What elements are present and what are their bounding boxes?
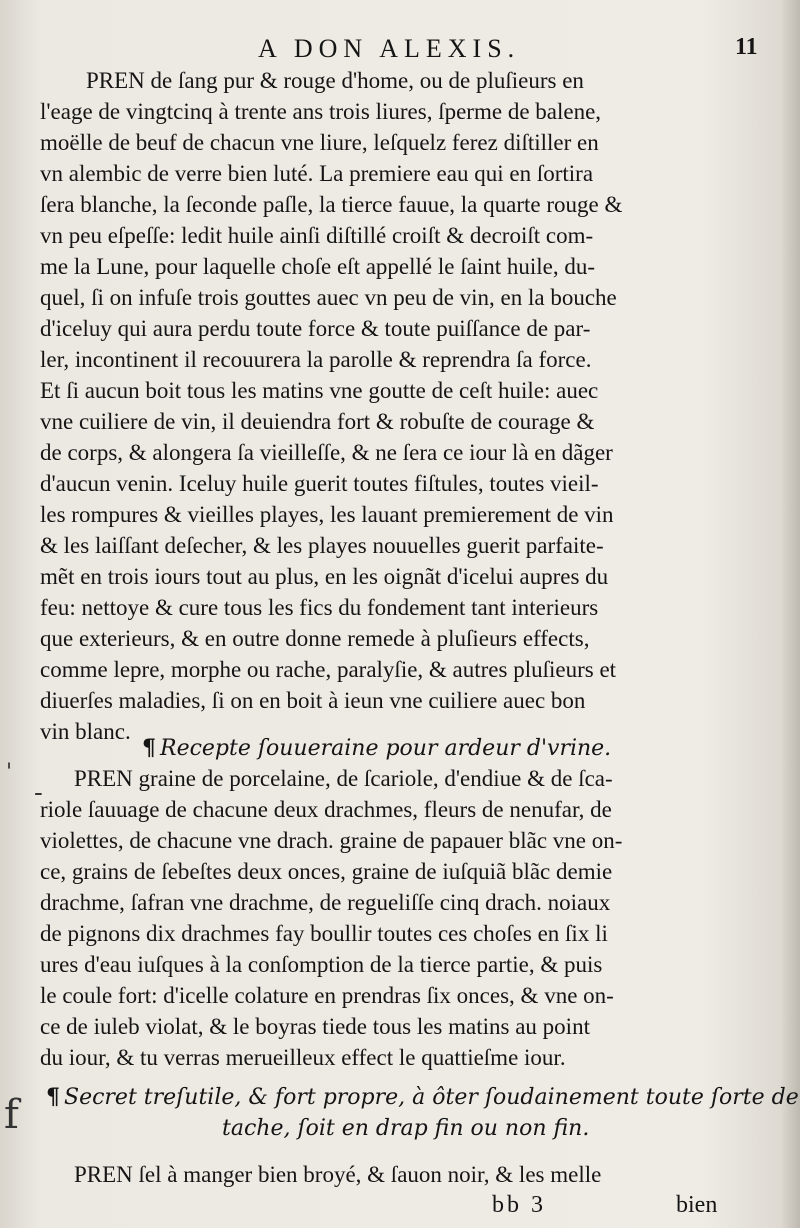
text-line: & les laiſſant deſecher, & les playes nouuelles guerit parfaite-: [40, 533, 604, 558]
text-line: d'iceluy qui aura perdu toute force & toute puiſſance de par-: [40, 316, 591, 341]
margin-mark-middle: -: [34, 778, 43, 808]
margin-mark-lower: f: [4, 1092, 19, 1138]
text-line: du iour, & tu verras merueilleux effect le quattieſme iour.: [40, 1045, 566, 1070]
text-line: feu: nettoye & cure tous les fics du fondement tant interieurs: [40, 595, 599, 620]
text-line: d'aucun venin. Iceluy huile guerit toutes fiſtules, toutes vieil-: [40, 471, 599, 496]
secret-heading-line-2: tache, ſoit en drap fin ou non fin.: [222, 1116, 590, 1141]
recipe-heading: [142, 733, 611, 764]
secret-heading-line-1: [46, 1082, 799, 1113]
page-header: [0, 30, 800, 66]
text-line: ce de iuleb violat, & le boyras tiede tous les matins au point: [40, 1014, 590, 1039]
text-line: violettes, de chacune vne drach. graine de papauer blãc vne on-: [40, 828, 623, 853]
page-footer: [0, 1192, 800, 1226]
text-line: moëlle de beuf de chacun vne liure, leſquelz ferez diſtiller en: [40, 130, 599, 155]
page-number: 11: [735, 34, 758, 60]
pilcrow-icon: ¶: [142, 735, 156, 761]
margin-mark-upper: ': [6, 760, 13, 785]
text-line: PREN graine de porcelaine, de ſcariole, d'endiue & de ſca-: [74, 766, 613, 791]
text-line: quel, ſi on infuſe trois gouttes auec vn peu de vin, en la bouche: [40, 285, 617, 310]
text-line: vn alembic de verre bien luté. La premiere eau qui en ſortira: [40, 161, 594, 186]
text-line: ce, grains de ſebeſtes deux onces, graine de iuſquiã blãc demie: [40, 859, 613, 884]
secret-heading-text: Secret treſutile, & fort propre, à ôter ſoudainement toute ſorte de: [64, 1085, 799, 1110]
signature-mark: bb 3: [492, 1192, 546, 1218]
running-title: A DON ALEXIS.: [258, 34, 521, 63]
catchword: bien: [676, 1192, 718, 1218]
text-line: vn peu eſpeſſe: ledit huile ainſi diſtillé croiſt & decroiſt com-: [40, 223, 594, 248]
text-line: me la Lune, pour laquelle choſe eſt appellé le ſaint huile, du-: [40, 254, 595, 279]
text-line: le coule fort: d'icelle colature en prendras ſix onces, & vne on-: [40, 983, 614, 1008]
text-line: PREN de ſang pur & rouge d'home, ou de pluſieurs en: [86, 68, 584, 93]
text-line: diuerſes maladies, ſi on en boit à ieun vne cuiliere auec bon: [40, 688, 586, 713]
recipe-heading-text: Recepte ſouueraine pour ardeur d'vrine.: [160, 736, 612, 761]
pilcrow-icon: ¶: [46, 1084, 60, 1110]
text-line: les rompures & vieilles playes, les lauant premierement de vin: [40, 502, 614, 527]
text-line: que exterieurs, & en outre donne remede à pluſieurs effects,: [40, 626, 590, 651]
text-line: ſera blanche, la ſeconde paſle, la tierce fauue, la quarte rouge &: [40, 192, 623, 217]
text-line: mẽt en trois iours tout au plus, en les oignãt d'icelui aupres du: [40, 564, 609, 589]
text-line: riole ſauuage de chacune deux drachmes, fleurs de nenufar, de: [40, 797, 612, 822]
text-line: Et ſi aucun boit tous les matins vne goutte de ceſt huile: auec: [40, 378, 599, 403]
text-line: vne cuiliere de vin, il deuiendra fort & robuſte de courage &: [40, 409, 595, 434]
text-line: comme lepre, morphe ou rache, paralyſie, & autres pluſieurs et: [40, 657, 617, 682]
text-line: de pignons dix drachmes fay boullir toutes ces choſes en ſix li: [40, 921, 608, 946]
text-line: vin blanc.: [40, 719, 131, 744]
text-line: ures d'eau iuſques à la conſomption de la tierce partie, & puis: [40, 952, 603, 977]
text-line: PREN ſel à manger bien broyé, & ſauon noir, & les melle: [74, 1162, 602, 1187]
text-line: ler, incontinent il recouurera la parolle & reprendra ſa force.: [40, 347, 592, 372]
text-line: drachme, ſafran vne drachme, de regueliſſe cinq drach. noiaux: [40, 890, 611, 915]
text-line: l'eage de vingtcinq à trente ans trois liures, ſperme de balene,: [40, 99, 602, 124]
text-line: de corps, & alongera ſa vieilleſſe, & ne ſera ce iour là en dãger: [40, 440, 613, 465]
